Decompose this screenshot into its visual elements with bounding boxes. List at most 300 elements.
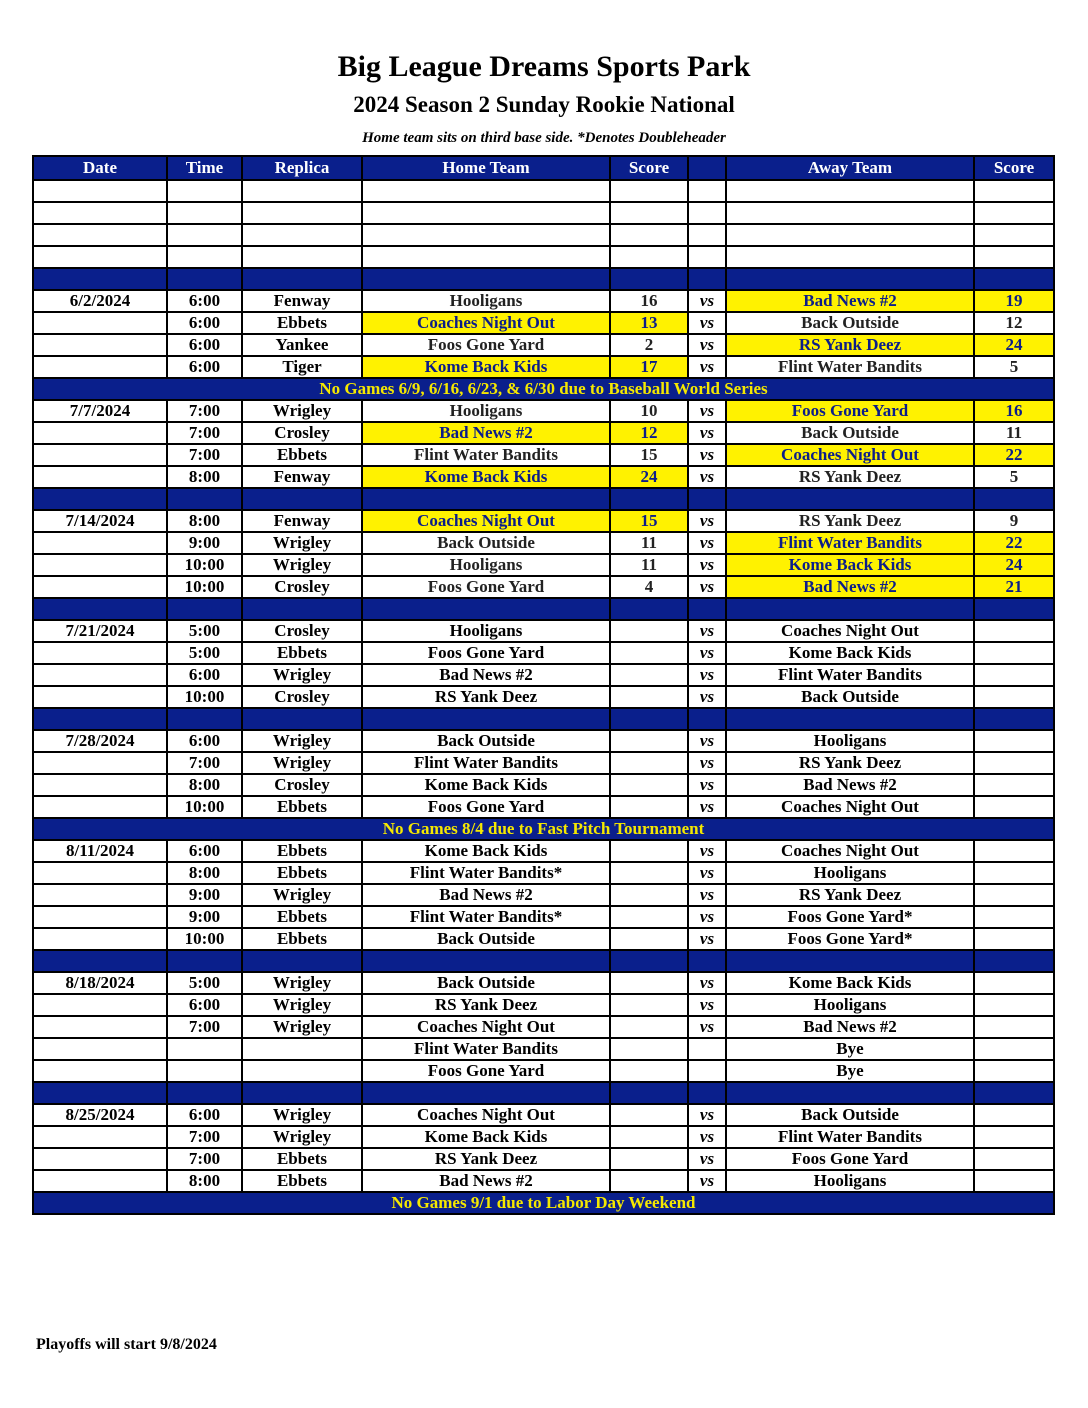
table-row: [33, 400, 1054, 422]
cell-away-score: 19: [974, 290, 1054, 312]
table-row: [33, 444, 1054, 466]
cell-replica: Ebbets: [242, 1148, 362, 1170]
cell-date: 8/25/2024: [33, 1104, 167, 1126]
cell-home: Flint Water Bandits: [362, 1038, 610, 1060]
cell-home-score: 13: [610, 312, 688, 334]
cell-time: 10:00: [167, 576, 242, 598]
cell-time: 9:00: [167, 884, 242, 906]
cell-date: [33, 906, 167, 928]
cell-home-score: 15: [610, 510, 688, 532]
empty-cell: [242, 202, 362, 224]
cell-home: Bad News #2: [362, 1170, 610, 1192]
cell-time: 7:00: [167, 1148, 242, 1170]
empty-cell: [33, 180, 167, 202]
cell-replica: Fenway: [242, 466, 362, 488]
cell-replica: Fenway: [242, 290, 362, 312]
table-row: [33, 752, 1054, 774]
cell-time: 8:00: [167, 466, 242, 488]
cell-away: Coaches Night Out: [726, 620, 974, 642]
empty-cell: [362, 708, 610, 730]
col-header-replica: Replica: [242, 156, 362, 180]
cell-replica: Wrigley: [242, 532, 362, 554]
cell-home: Back Outside: [362, 532, 610, 554]
empty-cell: [688, 202, 726, 224]
cell-away-score: 11: [974, 422, 1054, 444]
cell-home: RS Yank Deez: [362, 994, 610, 1016]
cell-vs: vs: [688, 686, 726, 708]
schedule-table: [32, 155, 1055, 1215]
empty-cell: [974, 268, 1054, 290]
cell-time: 6:00: [167, 356, 242, 378]
empty-cell: [974, 708, 1054, 730]
empty-cell: [688, 598, 726, 620]
cell-away-score: [974, 642, 1054, 664]
table-row: [33, 1126, 1054, 1148]
cell-home-score: [610, 972, 688, 994]
cell-away: Flint Water Bandits: [726, 664, 974, 686]
cell-date: [33, 356, 167, 378]
cell-home: Back Outside: [362, 972, 610, 994]
cell-away-score: 16: [974, 400, 1054, 422]
cell-date: 7/21/2024: [33, 620, 167, 642]
cell-replica: Crosley: [242, 620, 362, 642]
cell-date: [33, 334, 167, 356]
empty-cell: [726, 180, 974, 202]
cell-away: Foos Gone Yard*: [726, 928, 974, 950]
empty-cell: [974, 224, 1054, 246]
empty-cell: [242, 224, 362, 246]
cell-away-score: [974, 752, 1054, 774]
cell-away: Coaches Night Out: [726, 840, 974, 862]
table-row: [33, 1104, 1054, 1126]
cell-home: Coaches Night Out: [362, 1016, 610, 1038]
cell-time: 6:00: [167, 312, 242, 334]
playoffs-note: Playoffs will start 9/8/2024: [36, 1336, 217, 1353]
col-header-vs: [688, 156, 726, 180]
empty-cell: [33, 950, 167, 972]
cell-date: [33, 554, 167, 576]
cell-replica: Ebbets: [242, 312, 362, 334]
empty-cell: [33, 224, 167, 246]
cell-vs: vs: [688, 400, 726, 422]
cell-away: Back Outside: [726, 422, 974, 444]
cell-away: Bad News #2: [726, 774, 974, 796]
cell-home-score: [610, 1038, 688, 1060]
separator-row: [33, 1082, 1054, 1104]
cell-time: 7:00: [167, 444, 242, 466]
cell-away-score: [974, 994, 1054, 1016]
page-title: Big League Dreams Sports Park: [337, 50, 751, 83]
empty-cell: [610, 708, 688, 730]
cell-home-score: [610, 796, 688, 818]
cell-away: Foos Gone Yard: [726, 400, 974, 422]
cell-date: [33, 1170, 167, 1192]
separator-row: [33, 708, 1054, 730]
col-header-date: Date: [33, 156, 167, 180]
empty-cell: [726, 224, 974, 246]
cell-replica: Wrigley: [242, 884, 362, 906]
empty-cell: [974, 1082, 1054, 1104]
cell-home-score: 15: [610, 444, 688, 466]
cell-away-score: [974, 686, 1054, 708]
empty-cell: [167, 224, 242, 246]
empty-cell: [167, 950, 242, 972]
blank-row: [33, 180, 1054, 202]
cell-time: 9:00: [167, 532, 242, 554]
cell-vs: vs: [688, 554, 726, 576]
cell-away-score: 24: [974, 554, 1054, 576]
empty-cell: [610, 246, 688, 268]
cell-date: [33, 642, 167, 664]
cell-home-score: [610, 752, 688, 774]
cell-replica: Ebbets: [242, 862, 362, 884]
table-row: [33, 686, 1054, 708]
cell-away-score: [974, 730, 1054, 752]
notice-text: No Games 6/9, 6/16, 6/23, & 6/30 due to Baseball World Series: [33, 378, 1054, 400]
col-header-away-score: Score: [974, 156, 1054, 180]
separator-row: [33, 488, 1054, 510]
cell-home-score: 17: [610, 356, 688, 378]
cell-date: [33, 664, 167, 686]
cell-vs: vs: [688, 444, 726, 466]
cell-home-score: [610, 884, 688, 906]
cell-home: Hooligans: [362, 400, 610, 422]
cell-vs: vs: [688, 862, 726, 884]
cell-home-score: 11: [610, 532, 688, 554]
cell-away-score: [974, 1126, 1054, 1148]
cell-replica: Ebbets: [242, 444, 362, 466]
empty-cell: [726, 268, 974, 290]
cell-replica: Wrigley: [242, 1104, 362, 1126]
cell-replica: Ebbets: [242, 642, 362, 664]
cell-date: [33, 994, 167, 1016]
cell-home-score: [610, 862, 688, 884]
cell-replica: Wrigley: [242, 664, 362, 686]
table-row: [33, 1060, 1054, 1082]
separator-row: [33, 268, 1054, 290]
cell-away: Kome Back Kids: [726, 554, 974, 576]
cell-vs: vs: [688, 422, 726, 444]
cell-replica: Crosley: [242, 422, 362, 444]
cell-replica: [242, 1038, 362, 1060]
cell-date: [33, 422, 167, 444]
cell-date: [33, 1148, 167, 1170]
cell-away-score: [974, 840, 1054, 862]
cell-replica: Ebbets: [242, 906, 362, 928]
cell-replica: Wrigley: [242, 400, 362, 422]
empty-cell: [362, 1082, 610, 1104]
cell-replica: Crosley: [242, 774, 362, 796]
table-row: [33, 576, 1054, 598]
cell-time: 9:00: [167, 906, 242, 928]
schedule-note: Home team sits on third base side. *Denotes Doubleheader: [362, 130, 726, 146]
cell-date: [33, 1126, 167, 1148]
cell-home: RS Yank Deez: [362, 1148, 610, 1170]
cell-vs: vs: [688, 796, 726, 818]
empty-cell: [610, 488, 688, 510]
cell-away: Hooligans: [726, 862, 974, 884]
cell-home-score: [610, 1126, 688, 1148]
empty-cell: [242, 1082, 362, 1104]
empty-cell: [167, 708, 242, 730]
cell-away: Flint Water Bandits: [726, 356, 974, 378]
cell-home: Coaches Night Out: [362, 312, 610, 334]
cell-home: Kome Back Kids: [362, 356, 610, 378]
cell-home: Foos Gone Yard: [362, 576, 610, 598]
cell-vs: vs: [688, 510, 726, 532]
cell-time: 10:00: [167, 686, 242, 708]
table-header-row: [33, 156, 1054, 180]
cell-time: 6:00: [167, 1104, 242, 1126]
cell-time: 7:00: [167, 400, 242, 422]
empty-cell: [726, 1082, 974, 1104]
cell-home: Kome Back Kids: [362, 466, 610, 488]
cell-away: Coaches Night Out: [726, 796, 974, 818]
cell-away: RS Yank Deez: [726, 334, 974, 356]
empty-cell: [167, 1082, 242, 1104]
cell-away: Bad News #2: [726, 290, 974, 312]
table-row: [33, 664, 1054, 686]
cell-away-score: 12: [974, 312, 1054, 334]
cell-home: Hooligans: [362, 290, 610, 312]
cell-date: 6/2/2024: [33, 290, 167, 312]
cell-home-score: [610, 1016, 688, 1038]
cell-time: 6:00: [167, 840, 242, 862]
table-row: [33, 466, 1054, 488]
empty-cell: [33, 202, 167, 224]
cell-time: 7:00: [167, 1016, 242, 1038]
cell-vs: vs: [688, 906, 726, 928]
cell-away: Hooligans: [726, 730, 974, 752]
cell-away: RS Yank Deez: [726, 466, 974, 488]
cell-date: [33, 312, 167, 334]
cell-home: Foos Gone Yard: [362, 334, 610, 356]
empty-cell: [362, 488, 610, 510]
cell-replica: Ebbets: [242, 840, 362, 862]
empty-cell: [167, 488, 242, 510]
empty-cell: [362, 598, 610, 620]
cell-away: Bye: [726, 1060, 974, 1082]
cell-date: [33, 796, 167, 818]
cell-home-score: [610, 1170, 688, 1192]
cell-time: 6:00: [167, 334, 242, 356]
cell-time: 8:00: [167, 862, 242, 884]
cell-home-score: [610, 1148, 688, 1170]
cell-home-score: 16: [610, 290, 688, 312]
empty-cell: [688, 488, 726, 510]
cell-time: 6:00: [167, 994, 242, 1016]
table-row: [33, 906, 1054, 928]
separator-row: [33, 598, 1054, 620]
empty-cell: [726, 202, 974, 224]
cell-vs: [688, 1038, 726, 1060]
cell-replica: Tiger: [242, 356, 362, 378]
cell-home: Foos Gone Yard: [362, 642, 610, 664]
cell-home: Kome Back Kids: [362, 840, 610, 862]
empty-cell: [242, 488, 362, 510]
table-row: [33, 1148, 1054, 1170]
empty-cell: [362, 202, 610, 224]
cell-away: Bad News #2: [726, 576, 974, 598]
table-row: [33, 862, 1054, 884]
empty-cell: [33, 268, 167, 290]
empty-cell: [610, 1082, 688, 1104]
cell-away-score: [974, 862, 1054, 884]
empty-cell: [33, 246, 167, 268]
cell-time: 6:00: [167, 290, 242, 312]
cell-away-score: [974, 1148, 1054, 1170]
cell-vs: vs: [688, 312, 726, 334]
schedule-body: [33, 180, 1054, 1214]
cell-date: 8/18/2024: [33, 972, 167, 994]
table-row: [33, 532, 1054, 554]
empty-cell: [610, 224, 688, 246]
cell-home: Kome Back Kids: [362, 774, 610, 796]
cell-vs: vs: [688, 664, 726, 686]
empty-cell: [362, 180, 610, 202]
cell-home-score: [610, 642, 688, 664]
empty-cell: [362, 950, 610, 972]
cell-replica: Wrigley: [242, 994, 362, 1016]
empty-cell: [974, 202, 1054, 224]
empty-cell: [242, 180, 362, 202]
empty-cell: [33, 1082, 167, 1104]
cell-away-score: [974, 972, 1054, 994]
empty-cell: [688, 1082, 726, 1104]
cell-date: [33, 928, 167, 950]
cell-away-score: [974, 796, 1054, 818]
table-row: [33, 1170, 1054, 1192]
cell-replica: Wrigley: [242, 752, 362, 774]
cell-date: [33, 752, 167, 774]
notice-text: No Games 8/4 due to Fast Pitch Tournament: [33, 818, 1054, 840]
cell-home: Back Outside: [362, 730, 610, 752]
cell-home-score: [610, 620, 688, 642]
cell-time: 10:00: [167, 796, 242, 818]
cell-date: [33, 1016, 167, 1038]
col-header-home-team: Home Team: [362, 156, 610, 180]
empty-cell: [688, 708, 726, 730]
cell-replica: Crosley: [242, 576, 362, 598]
cell-date: [33, 532, 167, 554]
cell-home-score: [610, 686, 688, 708]
cell-vs: vs: [688, 1126, 726, 1148]
cell-away-score: 24: [974, 334, 1054, 356]
empty-cell: [974, 488, 1054, 510]
cell-home: Foos Gone Yard: [362, 1060, 610, 1082]
cell-date: [33, 576, 167, 598]
table-row: [33, 1016, 1054, 1038]
cell-replica: Crosley: [242, 686, 362, 708]
cell-away-score: [974, 1060, 1054, 1082]
empty-cell: [33, 488, 167, 510]
cell-time: [167, 1038, 242, 1060]
table-row: [33, 796, 1054, 818]
cell-time: 10:00: [167, 928, 242, 950]
table-row: [33, 290, 1054, 312]
empty-cell: [688, 246, 726, 268]
empty-cell: [610, 950, 688, 972]
cell-away: Kome Back Kids: [726, 642, 974, 664]
cell-home: Flint Water Bandits*: [362, 906, 610, 928]
cell-time: 10:00: [167, 554, 242, 576]
cell-home: Bad News #2: [362, 884, 610, 906]
empty-cell: [362, 268, 610, 290]
table-row: [33, 554, 1054, 576]
cell-vs: vs: [688, 642, 726, 664]
col-header-away-team: Away Team: [726, 156, 974, 180]
empty-cell: [610, 202, 688, 224]
cell-date: [33, 466, 167, 488]
cell-home-score: 11: [610, 554, 688, 576]
cell-away: RS Yank Deez: [726, 510, 974, 532]
cell-home: Flint Water Bandits: [362, 444, 610, 466]
cell-home-score: [610, 774, 688, 796]
cell-date: [33, 1038, 167, 1060]
cell-time: 7:00: [167, 1126, 242, 1148]
table-row: [33, 774, 1054, 796]
empty-cell: [726, 708, 974, 730]
cell-home: Hooligans: [362, 620, 610, 642]
table-row: [33, 994, 1054, 1016]
cell-away: Kome Back Kids: [726, 972, 974, 994]
cell-home: Bad News #2: [362, 664, 610, 686]
cell-away: Back Outside: [726, 312, 974, 334]
empty-cell: [688, 224, 726, 246]
empty-cell: [362, 224, 610, 246]
cell-vs: vs: [688, 620, 726, 642]
empty-cell: [362, 246, 610, 268]
cell-home-score: [610, 928, 688, 950]
cell-replica: Yankee: [242, 334, 362, 356]
blank-row: [33, 246, 1054, 268]
cell-home: Flint Water Bandits*: [362, 862, 610, 884]
table-row: [33, 884, 1054, 906]
cell-replica: Wrigley: [242, 730, 362, 752]
empty-cell: [242, 268, 362, 290]
cell-vs: vs: [688, 730, 726, 752]
table-row: [33, 356, 1054, 378]
table-row: [33, 840, 1054, 862]
cell-home-score: [610, 906, 688, 928]
cell-vs: vs: [688, 1016, 726, 1038]
cell-home-score: [610, 994, 688, 1016]
cell-replica: Ebbets: [242, 1170, 362, 1192]
cell-replica: Fenway: [242, 510, 362, 532]
cell-away-score: 9: [974, 510, 1054, 532]
cell-vs: vs: [688, 334, 726, 356]
cell-date: [33, 774, 167, 796]
cell-vs: vs: [688, 576, 726, 598]
table-row: [33, 510, 1054, 532]
cell-replica: Wrigley: [242, 972, 362, 994]
cell-away: Bye: [726, 1038, 974, 1060]
cell-away: RS Yank Deez: [726, 752, 974, 774]
cell-vs: vs: [688, 840, 726, 862]
empty-cell: [974, 246, 1054, 268]
cell-away-score: 22: [974, 532, 1054, 554]
cell-away-score: 21: [974, 576, 1054, 598]
empty-cell: [974, 598, 1054, 620]
cell-away: Bad News #2: [726, 1016, 974, 1038]
table-row: [33, 620, 1054, 642]
empty-cell: [242, 950, 362, 972]
cell-home-score: [610, 664, 688, 686]
cell-time: 7:00: [167, 752, 242, 774]
blank-row: [33, 224, 1054, 246]
cell-vs: vs: [688, 1104, 726, 1126]
cell-away-score: [974, 884, 1054, 906]
